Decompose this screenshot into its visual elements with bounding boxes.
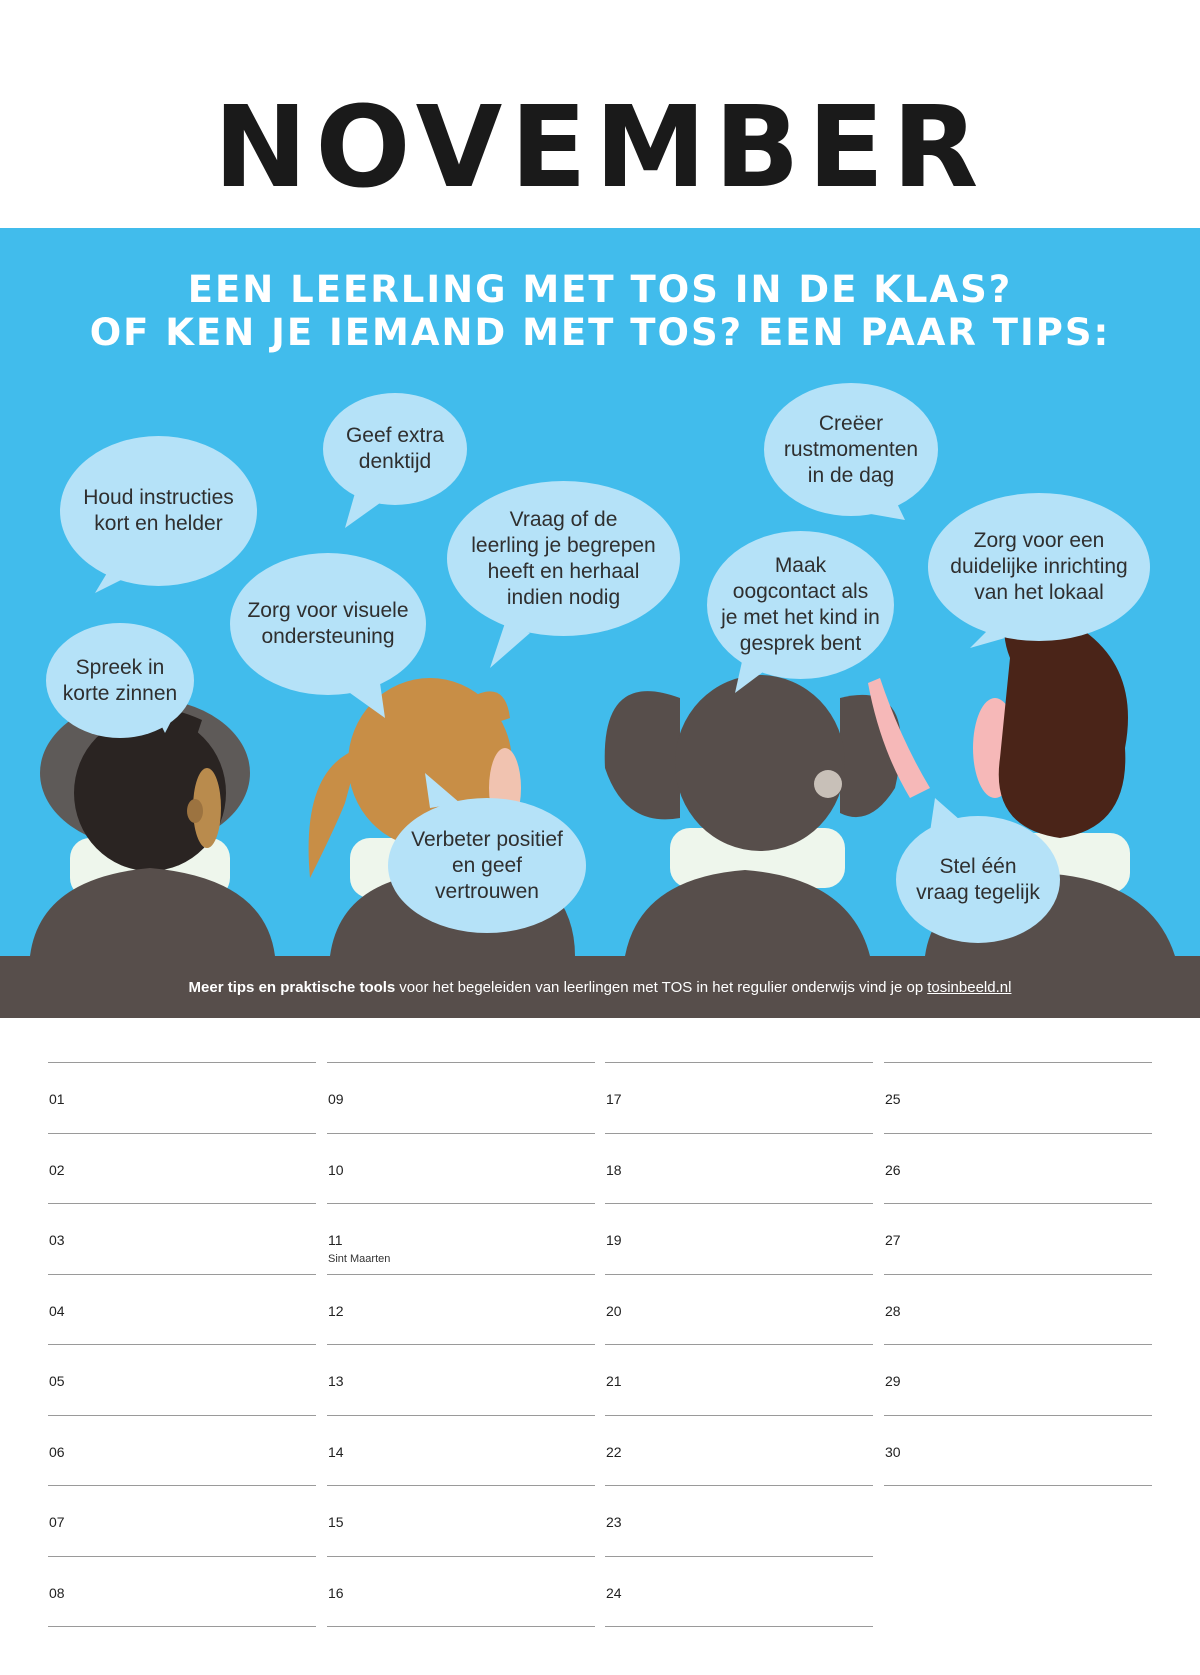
footer-bold-text: Meer tips en praktische tools (188, 978, 396, 996)
tip-line: Houd instructies (83, 486, 234, 509)
calendar-day-number: 30 (885, 1443, 901, 1460)
tip-bubble-inrichting-lokaal (928, 493, 1150, 641)
calendar-day-number: 21 (606, 1373, 622, 1389)
calendar-day-number: 20 (606, 1302, 622, 1319)
calendar-day-number: 11 (328, 1232, 343, 1248)
tip-line: vraag tegelijk (916, 880, 1040, 904)
calendar-rule (605, 1415, 873, 1416)
tip-bubble-oogcontact (707, 531, 894, 679)
tip-bubble-een-vraag (896, 816, 1060, 943)
calendar-day-number: 07 (49, 1514, 65, 1530)
calendar-rule (327, 1626, 595, 1627)
calendar-rule (48, 1062, 316, 1063)
calendar-rule (327, 1556, 595, 1557)
calendar-rule (605, 1062, 873, 1063)
month-title: NOVEMBER (213, 83, 987, 213)
tip-line: duidelijke inrichting (950, 555, 1128, 578)
calendar-day-number: 23 (606, 1514, 622, 1530)
calendar-day-number: 29 (885, 1373, 901, 1389)
calendar-rule (884, 1344, 1152, 1345)
calendar-day-number: 05 (49, 1373, 65, 1389)
calendar-rule (48, 1556, 316, 1557)
tip-line: Zorg voor visuele (247, 599, 409, 622)
calendar-day-number: 10 (328, 1161, 344, 1178)
poster-footer (0, 956, 1200, 1018)
calendar-day-number: 01 (49, 1091, 65, 1107)
tip-line: je met het kind in (721, 606, 880, 629)
calendar-rule (327, 1203, 595, 1204)
calendar-day-number: 15 (328, 1514, 344, 1530)
calendar-rule (605, 1344, 873, 1345)
footer-link[interactable]: tosinbeeld.nl (927, 978, 1012, 996)
calendar-rule (48, 1485, 316, 1486)
tip-bubble-visuele-ondersteuning (230, 553, 426, 695)
tip-bubble-vraag-begrepen (447, 481, 680, 636)
tip-line: oogcontact als (732, 580, 869, 603)
tip-line: en geef (451, 853, 523, 877)
calendar-day-number: 03 (49, 1232, 65, 1248)
tip-line: gesprek bent (739, 632, 862, 655)
tip-bubble-korte-zinnen (46, 623, 194, 738)
calendar-rule (327, 1133, 595, 1134)
calendar-rule (884, 1062, 1152, 1063)
tip-line: Creëer (818, 411, 884, 435)
calendar-day-number: 24 (606, 1584, 622, 1601)
tip-line: ondersteuning (261, 625, 395, 648)
headline-line-1: EEN LEERLING MET TOS IN DE KLAS? (187, 268, 1013, 311)
tip-line: in de dag (807, 463, 895, 487)
calendar-day-number: 08 (49, 1584, 65, 1601)
calendar-day-number: 19 (606, 1232, 622, 1248)
tip-line: Geef extra (345, 424, 445, 447)
calendar-day-number: 26 (885, 1161, 901, 1178)
calendar-rule (884, 1203, 1152, 1204)
calendar-day-number: 27 (885, 1232, 901, 1248)
tip-line: rustmomenten (783, 437, 919, 461)
tip-line: indien nodig (506, 585, 621, 609)
calendar-rule (48, 1203, 316, 1204)
calendar-rule (605, 1556, 873, 1557)
footer-text: voor het begeleiden van leerlingen met TOS in het regulier onderwijs vind je op (399, 978, 924, 996)
calendar-rule (48, 1344, 316, 1345)
calendar-day-number: 02 (49, 1161, 65, 1178)
calendar-rule (884, 1485, 1152, 1486)
tip-bubble-verbeter-positief (388, 798, 586, 933)
tip-line: denktijd (358, 450, 432, 473)
tip-line: Verbeter positief (411, 827, 563, 851)
calendar-rule (605, 1626, 873, 1627)
tip-line: van het lokaal (974, 581, 1104, 604)
calendar-rule (48, 1133, 316, 1134)
tip-bubble-houd-instructies (60, 436, 257, 586)
calendar-rule (884, 1415, 1152, 1416)
calendar-rule (605, 1133, 873, 1134)
tip-line: kort en helder (94, 512, 223, 535)
calendar-rule (327, 1274, 595, 1275)
tip-line: Spreek in (75, 655, 165, 679)
tip-line: vertrouwen (435, 879, 539, 903)
tip-bubble-geef-denktijd (323, 393, 467, 505)
calendar-rule (48, 1415, 316, 1416)
tip-line: Zorg voor een (973, 529, 1105, 552)
calendar-day-number: 22 (606, 1443, 622, 1460)
calendar-rule (884, 1133, 1152, 1134)
calendar-day-number: 16 (328, 1584, 344, 1601)
calendar-rule (48, 1626, 316, 1627)
tip-line: heeft en herhaal (487, 559, 640, 583)
calendar-rule (605, 1274, 873, 1275)
calendar-day-number: 25 (885, 1091, 901, 1107)
tip-line: Maak (774, 554, 827, 577)
calendar-rule (605, 1203, 873, 1204)
tip-line: Stel één (939, 854, 1017, 878)
calendar-rule (327, 1485, 595, 1486)
calendar-day-number: 28 (885, 1302, 901, 1319)
calendar-day-number: 17 (606, 1091, 622, 1107)
calendar-rule (327, 1344, 595, 1345)
calendar-day-number: 09 (328, 1091, 344, 1107)
tip-line: leerling je begrepen (471, 533, 656, 557)
calendar-day-note: Sint Maarten (328, 1253, 391, 1265)
calendar-day-number: 12 (328, 1302, 344, 1319)
tips-poster (0, 228, 1200, 1018)
calendar-day-number: 06 (49, 1443, 65, 1460)
tip-line: korte zinnen (62, 681, 178, 705)
calendar-day-number: 13 (328, 1373, 344, 1389)
calendar-day-number: 14 (328, 1443, 344, 1460)
headline-line-2: OF KEN JE IEMAND MET TOS? EEN PAAR TIPS: (89, 311, 1111, 354)
tip-bubble-creeer-rustmomenten (764, 383, 938, 516)
calendar-rule (327, 1062, 595, 1063)
calendar-rule (605, 1485, 873, 1486)
calendar-day-number: 04 (49, 1302, 65, 1319)
calendar-day-number: 18 (606, 1161, 622, 1178)
tip-line: Vraag of de (509, 507, 618, 531)
calendar-rule (48, 1274, 316, 1275)
calendar-rule (884, 1274, 1152, 1275)
calendar-rule (327, 1415, 595, 1416)
